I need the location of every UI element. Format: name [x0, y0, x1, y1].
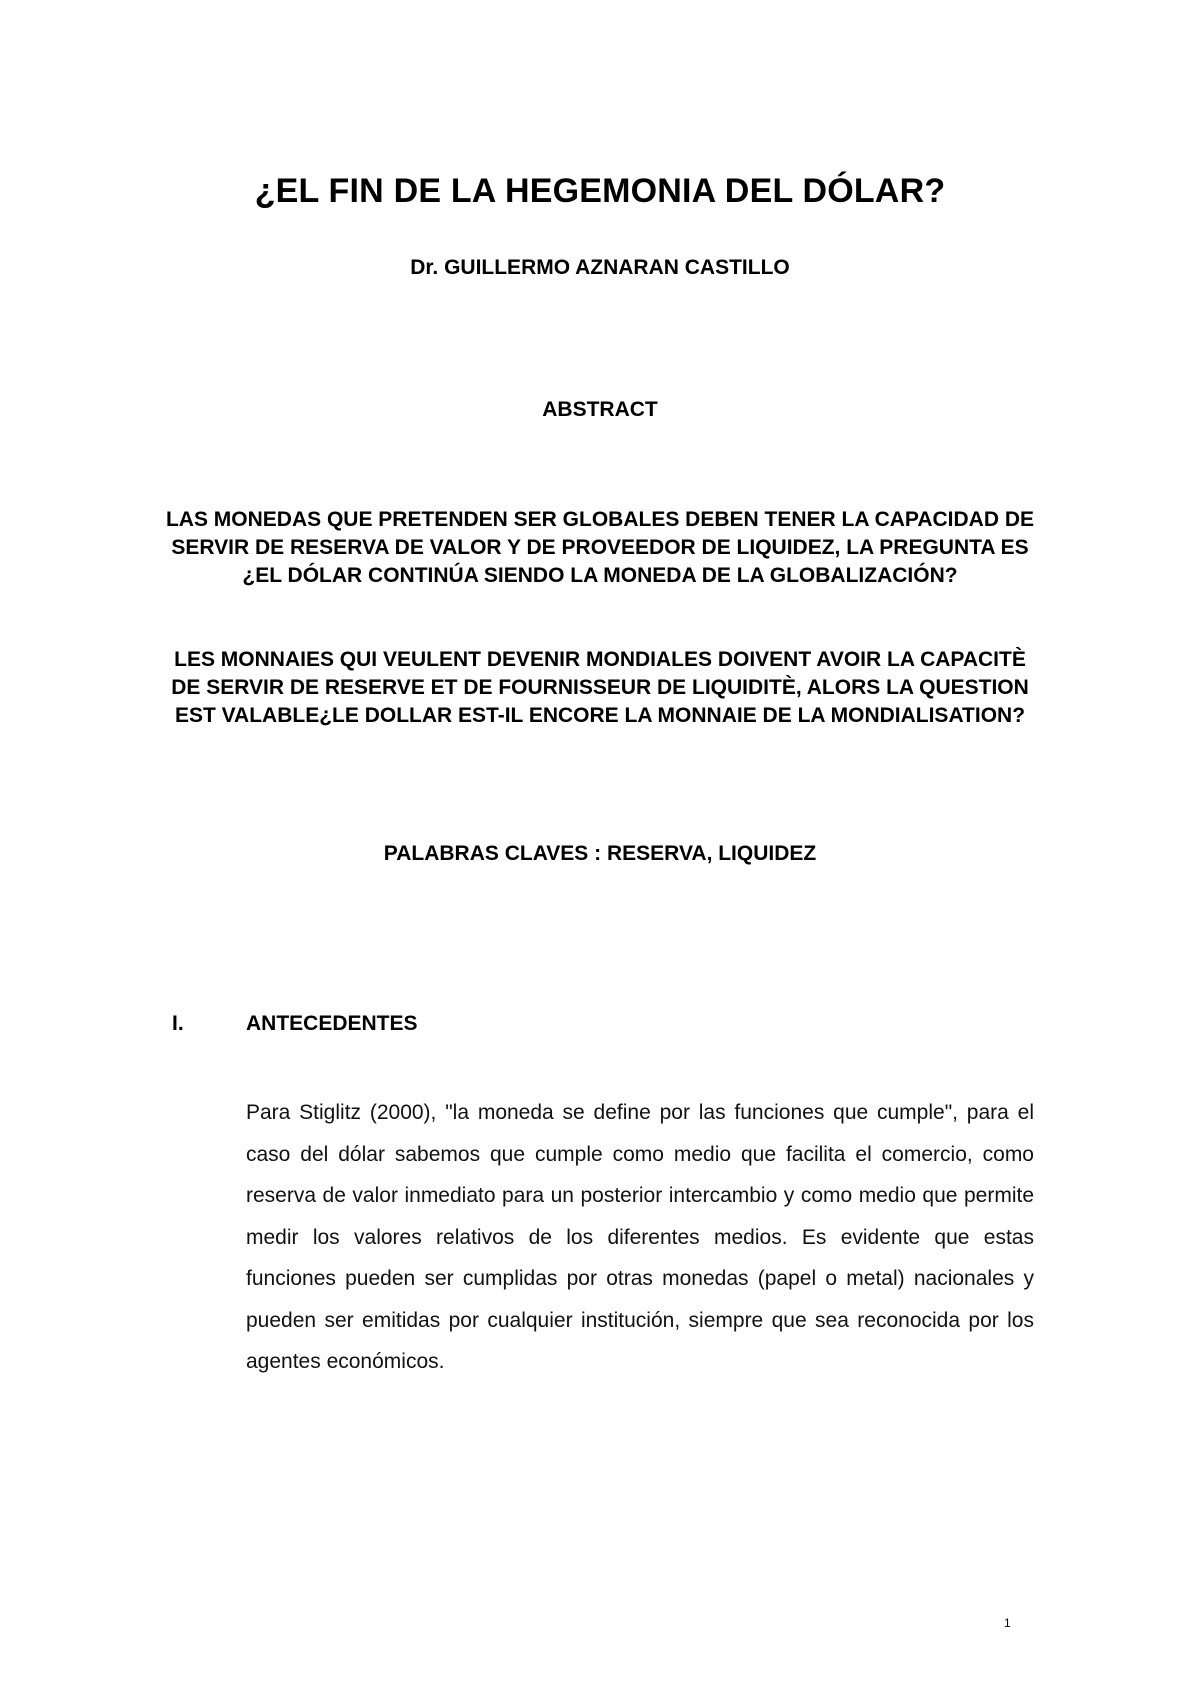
abstract-heading: ABSTRACT: [542, 398, 658, 421]
author-name: Dr. GUILLERMO AZNARAN CASTILLO: [410, 256, 790, 279]
section-number: I.: [172, 1012, 184, 1035]
section-heading: [172, 1012, 418, 1036]
abstract-spanish: LAS MONEDAS QUE PRETENDEN SER GLOBALES DEBEN TENER LA CAPACIDAD DE SERVIR DE RESERVA DE VALOR Y DE PROVEEDOR DE LIQUIDEZ, LA PREGUNTA ES ¿EL DÓLAR CONTINÚA SIENDO LA MONEDA DE LA GLOBALIZACIÓN?: [165, 508, 1035, 587]
page-number: 1: [1004, 1616, 1011, 1630]
section-title: ANTECEDENTES: [246, 1012, 418, 1035]
keywords: PALABRAS CLAVES : RESERVA, LIQUIDEZ: [383, 842, 817, 865]
abstract-french: LES MONNAIES QUI VEULENT DEVENIR MONDIALES DOIVENT AVOIR LA CAPACITÈ DE SERVIR DE RESERVE ET DE FOURNISSEUR DE LIQUIDITÈ, ALORS LA QUESTION EST VALABLE¿LE DOLLAR EST-IL ENCORE LA MONNAIE DE LA MONDIALISATION?: [171, 648, 1029, 727]
body-paragraph: Para Stiglitz (2000), "la moneda se define por las funciones que cumple", para el caso del dólar sabemos que cumple como medio que facilita el comercio, como reserva de valor inmediato para un posterior intercambio y como medio que permite medir los valores relativos de los diferentes medios. Es evidente que estas funciones pueden ser cumplidas por otras monedas (papel o metal) nacionales y pueden ser emitidas por cualquier institución, siempre que sea reconocida por los agentes económicos.: [246, 1101, 1034, 1373]
document-title: ¿EL FIN DE LA HEGEMONIA DEL DÓLAR?: [254, 172, 946, 210]
